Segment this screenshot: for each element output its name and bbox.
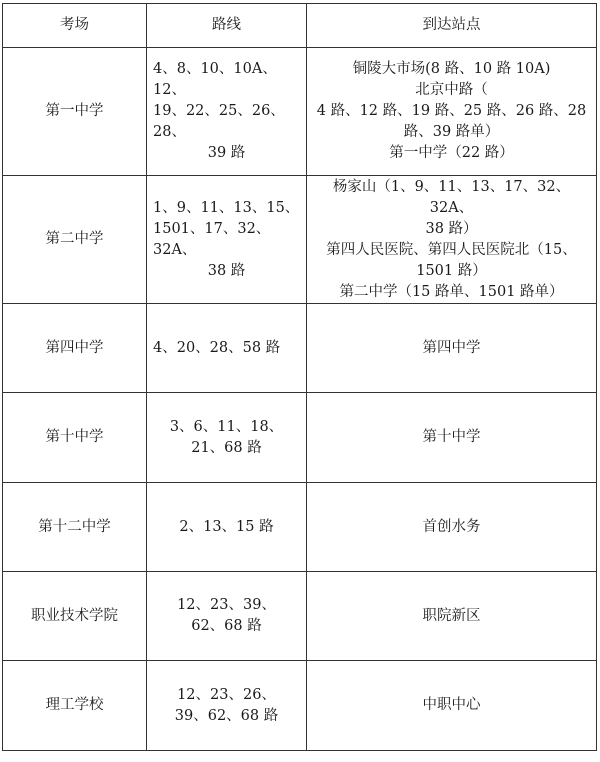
routes-cell: [147, 48, 307, 176]
header-exam-site: 考场: [3, 4, 147, 48]
routes-cell: [147, 661, 307, 751]
stops-line: 职院新区: [422, 607, 481, 624]
exam-site-cell: 理工学校: [3, 661, 147, 751]
routes-cell: [147, 304, 307, 393]
stops-cell: [307, 661, 597, 751]
routes-line: 38 路: [207, 262, 246, 279]
stops-cell: [307, 572, 597, 661]
routes-cell: [147, 176, 307, 304]
exam-site-cell: 第二中学: [3, 176, 147, 304]
stops-line: 路、39 路单）: [403, 124, 500, 140]
routes-cell: [147, 393, 307, 483]
routes-line: 12、23、26、: [177, 686, 276, 703]
routes-line: 1、9、11、13、15、: [153, 199, 300, 216]
stops-line: 4 路、12 路、19 路、25 路、26 路、28: [316, 103, 587, 119]
exam-site-cell: 第十中学: [3, 393, 147, 483]
routes-line: 1501、17、32、32A、: [153, 220, 271, 258]
routes-line: 4、8、10、10A、12、: [153, 61, 277, 98]
table-row: [3, 393, 597, 483]
header-row: [3, 4, 597, 48]
exam-site-cell: 第四中学: [3, 304, 147, 393]
routes-cell: [147, 483, 307, 572]
table-row: [3, 661, 597, 751]
stops-line: 首创水务: [422, 518, 481, 535]
exam-site-cell: 第十二中学: [3, 483, 147, 572]
routes-line: 4、20、28、58 路: [153, 339, 281, 356]
routes-line: 19、22、25、26、28、: [153, 103, 285, 140]
routes-line: 62、68 路: [191, 618, 262, 634]
stops-line: 第一中学（22 路）: [389, 145, 514, 161]
stops-line: 第四中学: [422, 339, 481, 356]
stops-cell: [307, 48, 597, 176]
table-row: [3, 572, 597, 661]
routes-line: 39 路: [207, 145, 246, 161]
stops-line: 第十中学: [422, 429, 481, 445]
stops-line: 杨家山（1、9、11、13、17、32、32A、: [332, 178, 571, 216]
stops-cell: [307, 176, 597, 304]
exam-site-cell: 第一中学: [3, 48, 147, 176]
routes-line: 3、6、11、18、: [169, 418, 284, 435]
routes-line: 39、62、68 路: [174, 707, 279, 724]
header-routes: 路线: [147, 4, 307, 48]
exam-routes-table: [2, 3, 597, 751]
table-row: [3, 48, 597, 176]
routes-cell: [147, 572, 307, 661]
table-row: [3, 176, 597, 304]
header-stops: 到达站点: [307, 4, 597, 48]
stops-line: 1501 路）: [416, 262, 487, 279]
stops-line: 中职中心: [422, 697, 481, 713]
routes-line: 21、68 路: [191, 439, 262, 456]
stops-line: 第四人民医院、第四人民医院北（15、: [326, 241, 577, 258]
stops-cell: [307, 483, 597, 572]
routes-line: 12、23、39、: [177, 597, 276, 613]
stops-cell: [307, 304, 597, 393]
stops-line: 铜陵大市场(8 路、10 路 10A): [352, 61, 551, 77]
routes-line: 2、13、15 路: [179, 518, 274, 535]
table-row: [3, 483, 597, 572]
table-row: [3, 304, 597, 393]
exam-site-cell: 职业技术学院: [3, 572, 147, 661]
stops-line: 38 路）: [425, 220, 478, 237]
stops-line: 北京中路（: [415, 82, 488, 98]
stops-cell: [307, 393, 597, 483]
stops-line: 第二中学（15 路单、1501 路单）: [339, 283, 564, 300]
